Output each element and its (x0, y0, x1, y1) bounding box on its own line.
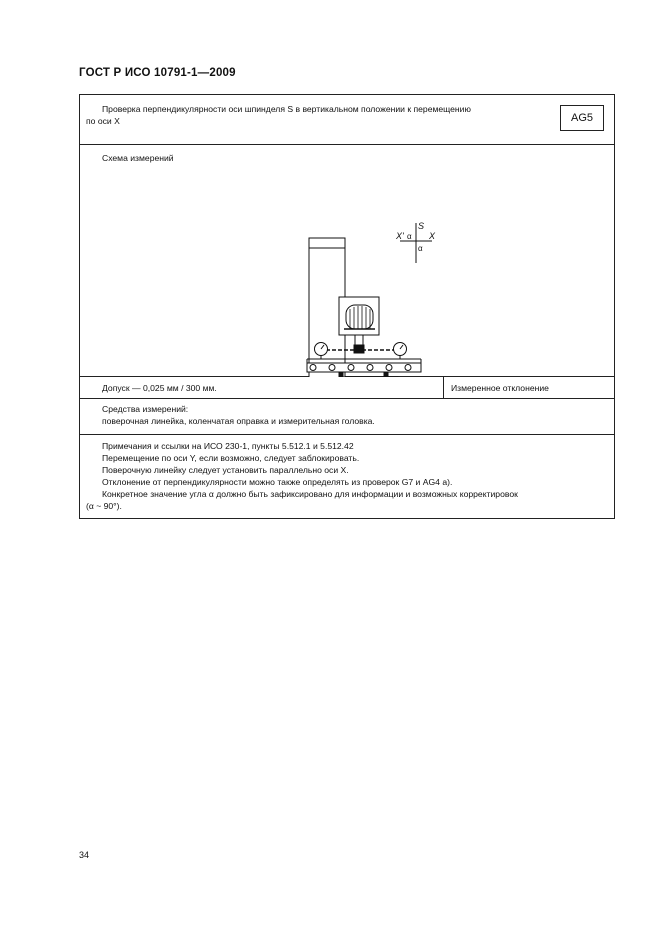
check-title-line1: Проверка перпендикулярности оси шпинделя S в вертикальном положении к перемещению (102, 104, 471, 114)
label-alpha-top: α (407, 232, 412, 241)
notes-line5: Конкретное значение угла α должно быть зафиксировано для информации и возможных корректировок (102, 489, 518, 499)
check-title-line2: по оси X (86, 116, 120, 126)
tolerance-text: Допуск — 0,025 мм / 300 мм. (102, 383, 217, 393)
check-title-row (80, 95, 614, 145)
tolerance-row (80, 377, 614, 399)
check-code: AG5 (570, 112, 593, 124)
notes-line3: Поверочную линейку следует установить параллельно оси X. (102, 465, 349, 475)
page-number: 34 (79, 850, 90, 860)
label-x-prime: X' (396, 231, 404, 241)
instruments-text: поверочная линейка, коленчатая оправка и измерительная головка. (102, 416, 375, 426)
tolerance-divider (443, 377, 444, 398)
check-code-box (560, 105, 604, 131)
notes-line6: (α ~ 90°). (86, 501, 122, 511)
measured-deviation-label: Измеренное отклонение (451, 383, 549, 393)
document-header: ГОСТ Р ИСО 10791-1—2009 (79, 67, 236, 79)
straightedge (307, 363, 421, 372)
instruments-row (80, 399, 614, 435)
check-table (79, 94, 615, 519)
notes-row (80, 435, 614, 518)
label-alpha-bottom: α (418, 244, 423, 253)
label-s: S (418, 221, 425, 231)
diagram-heading: Схема измерений (102, 153, 174, 163)
notes-line4: Отклонение от перпендикулярности можно также определять из проверок G7 и AG4 а). (102, 477, 453, 487)
measurement-diagram (80, 145, 616, 377)
notes-line2: Перемещение по оси Y, если возможно, следует заблокировать. (102, 453, 360, 463)
axes-symbol (400, 223, 432, 263)
instruments-heading: Средства измерений: (102, 404, 189, 414)
notes-line1: Примечания и ссылки на ИСО 230-1, пункты 5.512.1 и 5.512.42 (102, 441, 354, 451)
dial-indicator-right (394, 343, 407, 360)
label-x: X (429, 231, 436, 241)
diagram-row (80, 145, 614, 377)
